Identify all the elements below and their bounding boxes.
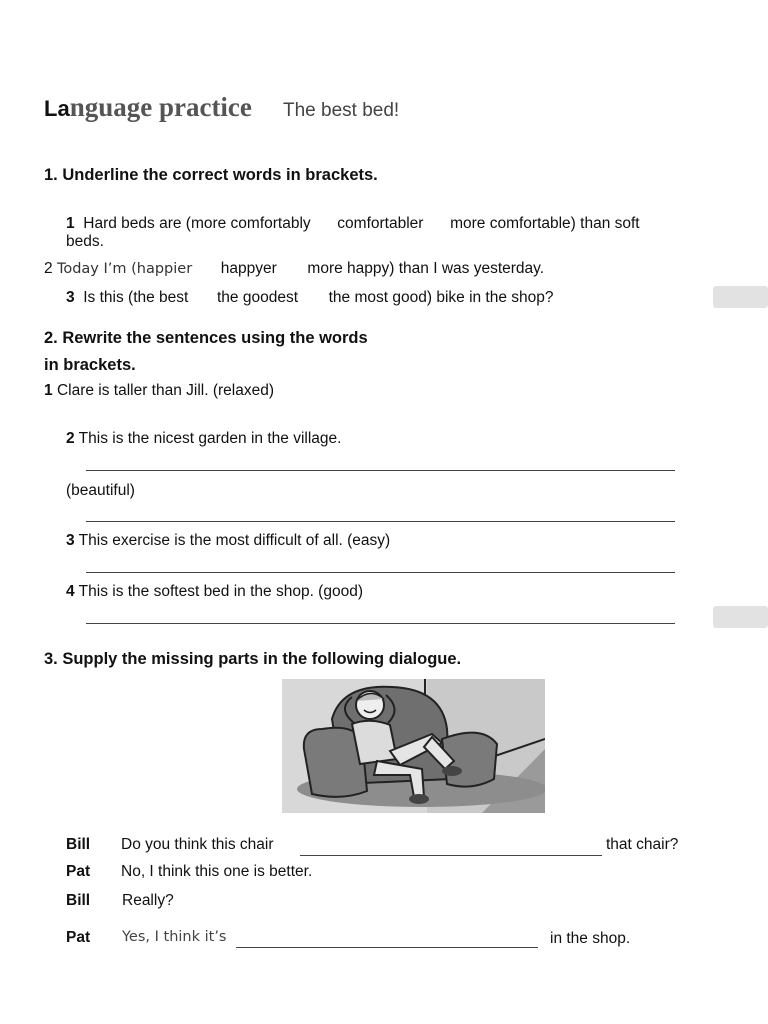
s2-item-2 (66, 430, 341, 448)
s1-item-2-option-2[interactable]: happyer (220, 260, 277, 277)
page-subtitle: The best bed! (283, 100, 400, 121)
dialogue-blank-1[interactable] (300, 855, 602, 856)
s2-item-4 (66, 583, 363, 601)
s2-item-3 (66, 532, 390, 550)
s1-item-1-option-1[interactable]: Hard beds are (more comfortably (83, 215, 311, 232)
s1-item-1-option-2[interactable]: comfortabler (337, 215, 424, 232)
answer-line-3[interactable] (86, 572, 675, 573)
s1-item-3-option-1[interactable]: Is this (the best (83, 289, 189, 306)
dialogue-line-4: Yes, I think it’s (122, 929, 227, 945)
speaker-bill-2: Bill (66, 892, 91, 909)
item-number: 2 (44, 260, 53, 277)
s1-item-1-line2: beds. (66, 233, 104, 250)
s1-item-3 (66, 289, 554, 307)
speaker-pat-1: Pat (66, 863, 91, 880)
s1-item-1-line1 (66, 215, 640, 233)
dialogue-line-2: No, I think this one is better. (121, 863, 313, 880)
answer-line-4[interactable] (86, 623, 675, 624)
page-title (44, 92, 252, 123)
s1-item-2-option-3[interactable]: more happy) than I was yesterday. (307, 260, 545, 277)
item-number: 1 (44, 382, 53, 399)
section-2-heading-line1: 2. Rewrite the sentences using the words (44, 329, 368, 347)
title-prefix: La (44, 96, 70, 121)
s2-item-3-text: This exercise is the most difficult of all. (easy) (78, 532, 391, 549)
item-number: 4 (66, 583, 75, 600)
speaker-pat-2: Pat (66, 929, 91, 946)
section-3-heading: 3. Supply the missing parts in the following dialogue. (44, 650, 462, 668)
s1-item-2-option-1[interactable]: Today I’m (happier (56, 261, 193, 277)
dialogue-blank-2[interactable] (236, 947, 538, 948)
side-tab-1 (713, 286, 768, 308)
s2-item-1 (44, 382, 274, 400)
dialogue-line-3: Really? (122, 892, 174, 909)
section-2-heading-line2: in brackets. (44, 356, 136, 374)
section-1-heading: 1. Underline the correct words in brackets. (44, 166, 378, 184)
speaker-bill-1: Bill (66, 836, 91, 853)
s2-item-4-text: This is the softest bed in the shop. (good) (78, 583, 363, 600)
s1-item-3-option-3[interactable]: the most good) bike in the shop? (328, 289, 554, 306)
answer-line-2a[interactable] (86, 470, 675, 471)
item-number: 2 (66, 430, 75, 447)
s2-item-2-text: This is the nicest garden in the village. (78, 430, 342, 447)
item-number: 3 (66, 532, 75, 549)
armchair-illustration (282, 679, 545, 813)
dialogue-line-4-end: in the shop. (550, 930, 631, 947)
item-number: 1 (66, 215, 75, 232)
title-main: nguage practice (69, 92, 252, 122)
s2-item-2-word: (beautiful) (66, 482, 135, 499)
s1-item-1-option-3[interactable]: more comfortable) than soft (450, 215, 640, 232)
item-number: 3 (66, 289, 75, 306)
dialogue-line-1: Do you think this chair (121, 836, 274, 853)
side-tab-2 (713, 606, 768, 628)
s1-item-3-option-2[interactable]: the goodest (216, 289, 298, 306)
answer-line-2b[interactable] (86, 521, 675, 522)
s1-item-2 (44, 260, 544, 278)
s2-item-1-text: Clare is taller than Jill. (relaxed) (56, 382, 275, 399)
dialogue-line-1-end: that chair? (606, 836, 679, 853)
